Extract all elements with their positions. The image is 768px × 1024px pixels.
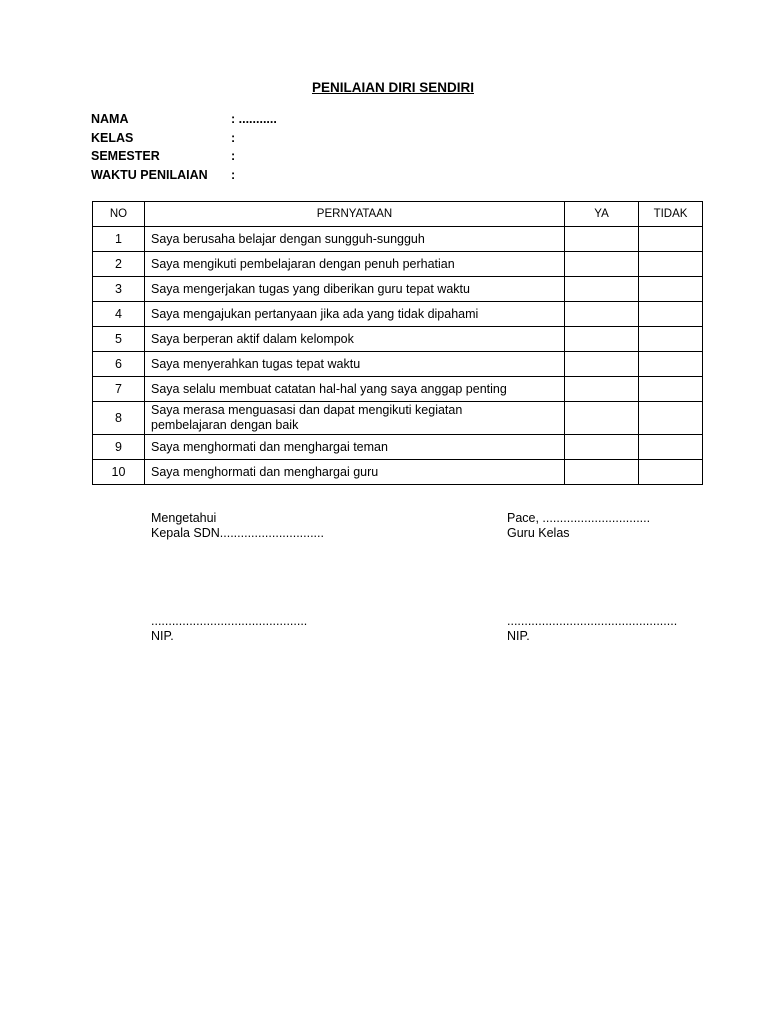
row-number: 10 <box>93 460 145 485</box>
info-label: KELAS <box>91 130 134 145</box>
header-yes: YA <box>565 202 639 227</box>
document-title: PENILAIAN DIRI SENDIRI <box>311 80 474 95</box>
info-row-waktu-penilaian <box>91 166 277 185</box>
table-row <box>93 252 703 277</box>
info-row-kelas <box>91 129 277 148</box>
no-checkbox-cell[interactable] <box>639 252 703 277</box>
no-checkbox-cell[interactable] <box>639 435 703 460</box>
no-checkbox-cell[interactable] <box>639 377 703 402</box>
no-checkbox-cell[interactable] <box>639 402 703 435</box>
row-statement: Saya mengikuti pembelajaran dengan penuh perhatian <box>145 252 565 277</box>
teacher-signature-header <box>507 511 650 541</box>
table-row <box>93 227 703 252</box>
table-row <box>93 435 703 460</box>
table-row <box>93 402 703 435</box>
row-statement: Saya merasa menguasasi dan dapat mengikuti kegiatan pembelajaran dengan baik <box>145 402 565 435</box>
yes-checkbox-cell[interactable] <box>565 352 639 377</box>
row-statement: Saya menghormati dan menghargai guru <box>145 460 565 485</box>
info-value: : <box>231 149 236 164</box>
headmaster-signature-line: ............................................. <box>151 614 308 628</box>
info-value: : <box>231 130 236 145</box>
row-number: 3 <box>93 277 145 302</box>
table-row <box>93 460 703 485</box>
row-statement: Saya berusaha belajar dengan sungguh-sungguh <box>145 227 565 252</box>
headmaster-nip-label: NIP. <box>151 629 174 643</box>
teacher-signature-line: ................................................. <box>507 614 678 628</box>
info-row-nama <box>91 110 277 129</box>
teacher-label: Guru Kelas <box>507 526 570 540</box>
no-checkbox-cell[interactable] <box>639 352 703 377</box>
table-row <box>93 352 703 377</box>
table-row <box>93 302 703 327</box>
place-date-label: Pace, ............................... <box>507 511 651 525</box>
yes-checkbox-cell[interactable] <box>565 435 639 460</box>
yes-checkbox-cell[interactable] <box>565 277 639 302</box>
no-checkbox-cell[interactable] <box>639 327 703 352</box>
no-checkbox-cell[interactable] <box>639 227 703 252</box>
header-statement: PERNYATAAN <box>145 202 565 227</box>
yes-checkbox-cell[interactable] <box>565 402 639 435</box>
no-checkbox-cell[interactable] <box>639 460 703 485</box>
headmaster-signature-block <box>151 614 307 644</box>
table-row <box>93 377 703 402</box>
yes-checkbox-cell[interactable] <box>565 302 639 327</box>
row-number: 2 <box>93 252 145 277</box>
student-info-block <box>91 110 277 185</box>
acknowledged-label: Mengetahui <box>151 511 217 525</box>
info-value: : ........... <box>231 112 277 126</box>
row-number: 4 <box>93 302 145 327</box>
table-row <box>93 327 703 352</box>
yes-checkbox-cell[interactable] <box>565 460 639 485</box>
row-number: 8 <box>93 402 145 435</box>
row-statement: Saya menyerahkan tugas tepat waktu <box>145 352 565 377</box>
yes-checkbox-cell[interactable] <box>565 327 639 352</box>
teacher-signature-block <box>507 614 677 644</box>
table-header-row <box>93 202 703 227</box>
no-checkbox-cell[interactable] <box>639 277 703 302</box>
info-label: WAKTU PENILAIAN <box>91 168 208 183</box>
teacher-nip-label: NIP. <box>507 629 530 643</box>
headmaster-signature-header <box>151 511 324 541</box>
row-statement: Saya selalu membuat catatan hal-hal yang saya anggap penting <box>145 377 565 402</box>
row-number: 1 <box>93 227 145 252</box>
header-no: NO <box>93 202 145 227</box>
row-statement: Saya berperan aktif dalam kelompok <box>145 327 565 352</box>
yes-checkbox-cell[interactable] <box>565 377 639 402</box>
self-assessment-table <box>92 201 703 485</box>
row-number: 7 <box>93 377 145 402</box>
info-value: : <box>231 168 236 183</box>
info-row-semester <box>91 147 277 166</box>
table-row <box>93 277 703 302</box>
headmaster-label: Kepala SDN.............................. <box>151 526 324 540</box>
yes-checkbox-cell[interactable] <box>565 227 639 252</box>
row-number: 5 <box>93 327 145 352</box>
info-label: SEMESTER <box>91 149 160 164</box>
row-statement: Saya mengerjakan tugas yang diberikan guru tepat waktu <box>145 277 565 302</box>
no-checkbox-cell[interactable] <box>639 302 703 327</box>
header-no-answer: TIDAK <box>639 202 703 227</box>
info-label: NAMA <box>91 112 129 126</box>
row-statement: Saya mengajukan pertanyaan jika ada yang tidak dipahami <box>145 302 565 327</box>
yes-checkbox-cell[interactable] <box>565 252 639 277</box>
row-statement: Saya menghormati dan menghargai teman <box>145 435 565 460</box>
row-number: 9 <box>93 435 145 460</box>
row-number: 6 <box>93 352 145 377</box>
